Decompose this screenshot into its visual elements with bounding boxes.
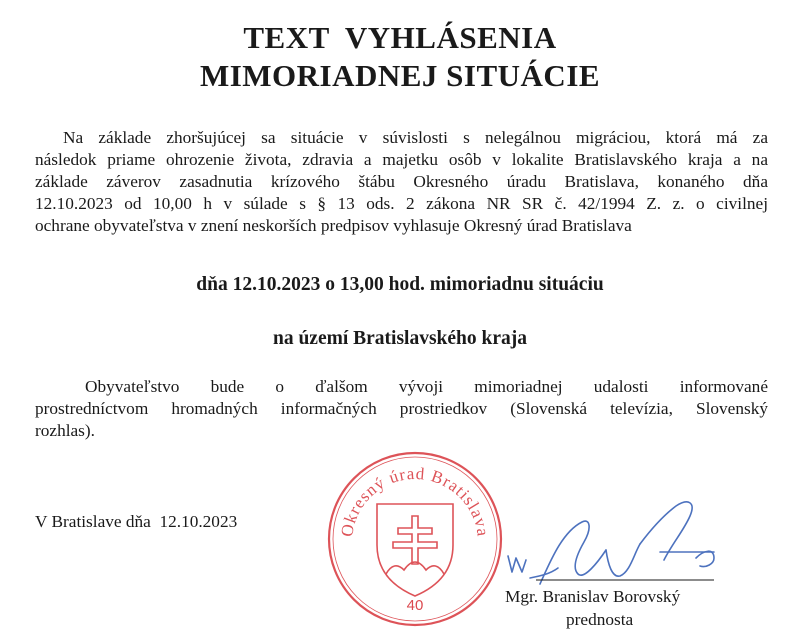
handwritten-signature <box>500 492 730 592</box>
place-and-date: V Bratislave dňa 12.10.2023 <box>35 512 238 531</box>
info-paragraph <box>35 376 768 442</box>
intro-paragraph-line: základe záverov zasadnutia krízového štábu Okresného úradu Bratislava, konaného dňa <box>35 172 768 191</box>
intro-paragraph-line: Na základe zhoršujúcej sa situácie v súvislosti s nelegálnou migráciou, ktorá má za <box>63 128 768 147</box>
signatory-role: prednosta <box>566 610 634 629</box>
info-paragraph-line: rozhlas). <box>35 421 95 440</box>
document-title-line2: MIMORIADNEJ SITUÁCIE <box>199 58 601 93</box>
intro-paragraph-line: následok priame ohrozenie života, zdravia a majetku osôb v lokalite Bratislavského kraja a na <box>35 150 768 169</box>
official-stamp <box>326 450 504 628</box>
intro-paragraph-line: ochrane obyvateľstva v znení neskorších predpisov vyhlasuje Okresný úrad Bratislava <box>35 216 632 235</box>
info-paragraph-line: Obyvateľstvo bude o ďalšom vývoji mimoriadnej udalosti informované <box>85 377 768 396</box>
document-title-line1: TEXT VYHLÁSENIA <box>243 20 557 55</box>
intro-paragraph-line: 12.10.2023 od 10,00 h v súlade s § 13 ods. 2 zákona NR SR č. 42/1994 Z. z. o civilnej <box>35 194 768 213</box>
stamp-text: Okresný úrad Bratislava <box>337 463 493 539</box>
info-paragraph-line: prostredníctvom hromadných informačných prostriedkov (Slovenská televízia, Slovenský <box>35 399 768 418</box>
declaration-territory: na území Bratislavského kraja <box>272 328 528 349</box>
signatory-name: Mgr. Branislav Borovský <box>505 587 681 606</box>
intro-paragraph <box>35 127 768 237</box>
stamp-number: 40 <box>406 597 424 614</box>
declaration-date: dňa 12.10.2023 o 13,00 hod. mimoriadnu situáciu <box>196 274 604 295</box>
coat-of-arms-icon <box>377 504 453 596</box>
